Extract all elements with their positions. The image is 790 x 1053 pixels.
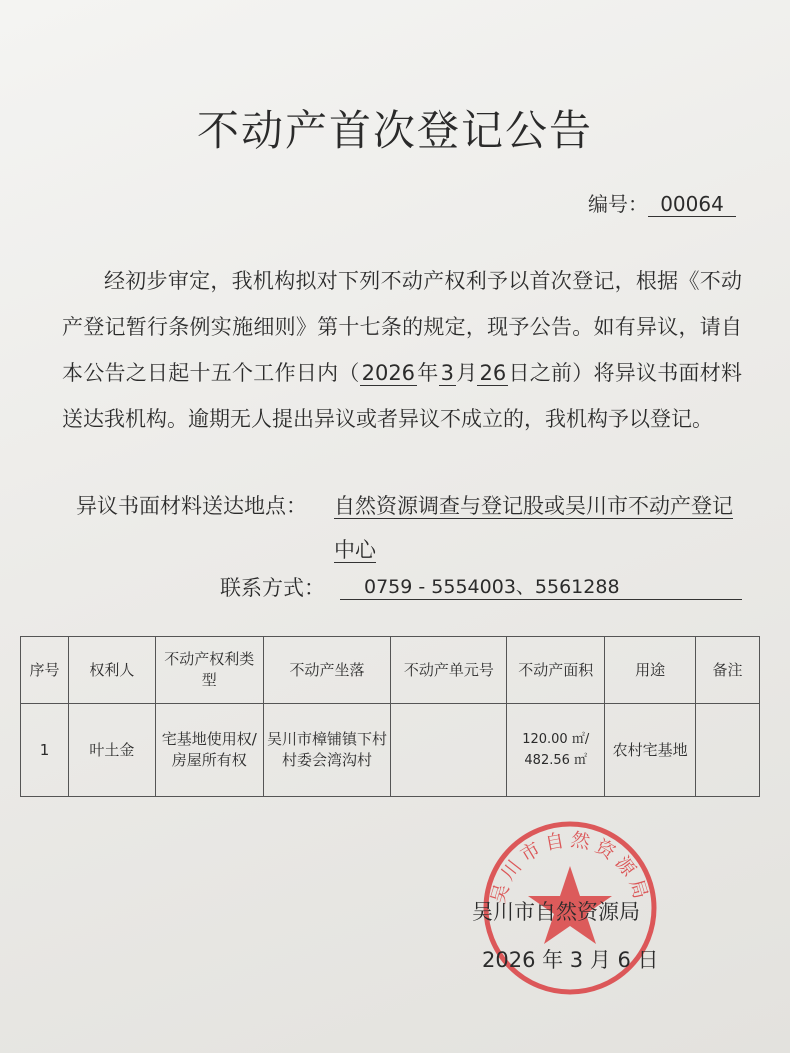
table-header: 不动产权利类型 bbox=[155, 637, 263, 704]
table-header-row bbox=[21, 637, 760, 704]
table-header: 备注 bbox=[696, 637, 760, 704]
cell-note bbox=[696, 704, 760, 797]
registration-table bbox=[20, 636, 760, 797]
year-unit: 年 bbox=[417, 361, 439, 385]
table-header: 不动产单元号 bbox=[391, 637, 507, 704]
cell-location: 吴川市樟铺镇下村村委会湾沟村 bbox=[263, 704, 391, 797]
table-header: 权利人 bbox=[68, 637, 155, 704]
issuing-organization: 吴川市自然资源局 bbox=[472, 900, 640, 924]
notice-paragraph bbox=[62, 258, 742, 442]
contact-label: 联系方式： bbox=[220, 576, 325, 600]
notice-text-start: 经初步审定，我机构拟对下列不动产权利予以首次登记，根据《不动产登记暂行条例实施细则》第十七条的规定，现予公告。如有异议，请自本公告之日起十五个工作日内（ bbox=[62, 269, 742, 385]
cell-index: 1 bbox=[21, 704, 69, 797]
cell-unit-no bbox=[391, 704, 507, 797]
deadline-day: 26 bbox=[479, 361, 507, 385]
table-header: 序号 bbox=[21, 637, 69, 704]
document-number bbox=[588, 188, 736, 217]
number-value: 00064 bbox=[648, 192, 736, 217]
page-title: 不动产首次登记公告 bbox=[196, 106, 593, 155]
seal-text: 吴川市自然资源局 bbox=[487, 828, 653, 907]
table-header: 不动产坐落 bbox=[263, 637, 391, 704]
table-header: 不动产面积 bbox=[507, 637, 605, 704]
number-label: 编号： bbox=[588, 192, 648, 216]
address-text: 自然资源调查与登记股或吴川市不动产登记中心 bbox=[334, 494, 733, 562]
cell-right-type: 宅基地使用权/房屋所有权 bbox=[155, 704, 263, 797]
deadline-year: 2026 bbox=[361, 361, 416, 385]
month-unit: 月 bbox=[455, 361, 478, 385]
notice-text-end: 日之前）将异议书面材料送达我机构。逾期无人提出异议或者异议不成立的，我机构予以登记。 bbox=[62, 361, 743, 431]
cell-holder: 叶土金 bbox=[68, 704, 155, 797]
cell-use: 农村宅基地 bbox=[605, 704, 696, 797]
table-header: 用途 bbox=[605, 637, 696, 704]
deadline-month: 3 bbox=[440, 361, 454, 385]
cell-area: 120.00 ㎡/ 482.56 ㎡ bbox=[507, 704, 605, 797]
address-label: 异议书面材料送达地点： bbox=[76, 494, 307, 518]
table-row bbox=[21, 704, 760, 797]
issue-date: 2026 年 3 月 6 日 bbox=[482, 948, 659, 972]
notice-body bbox=[62, 258, 742, 442]
contact-value: 0759 - 5554003、5561288 bbox=[340, 572, 742, 600]
address-value bbox=[334, 484, 742, 572]
